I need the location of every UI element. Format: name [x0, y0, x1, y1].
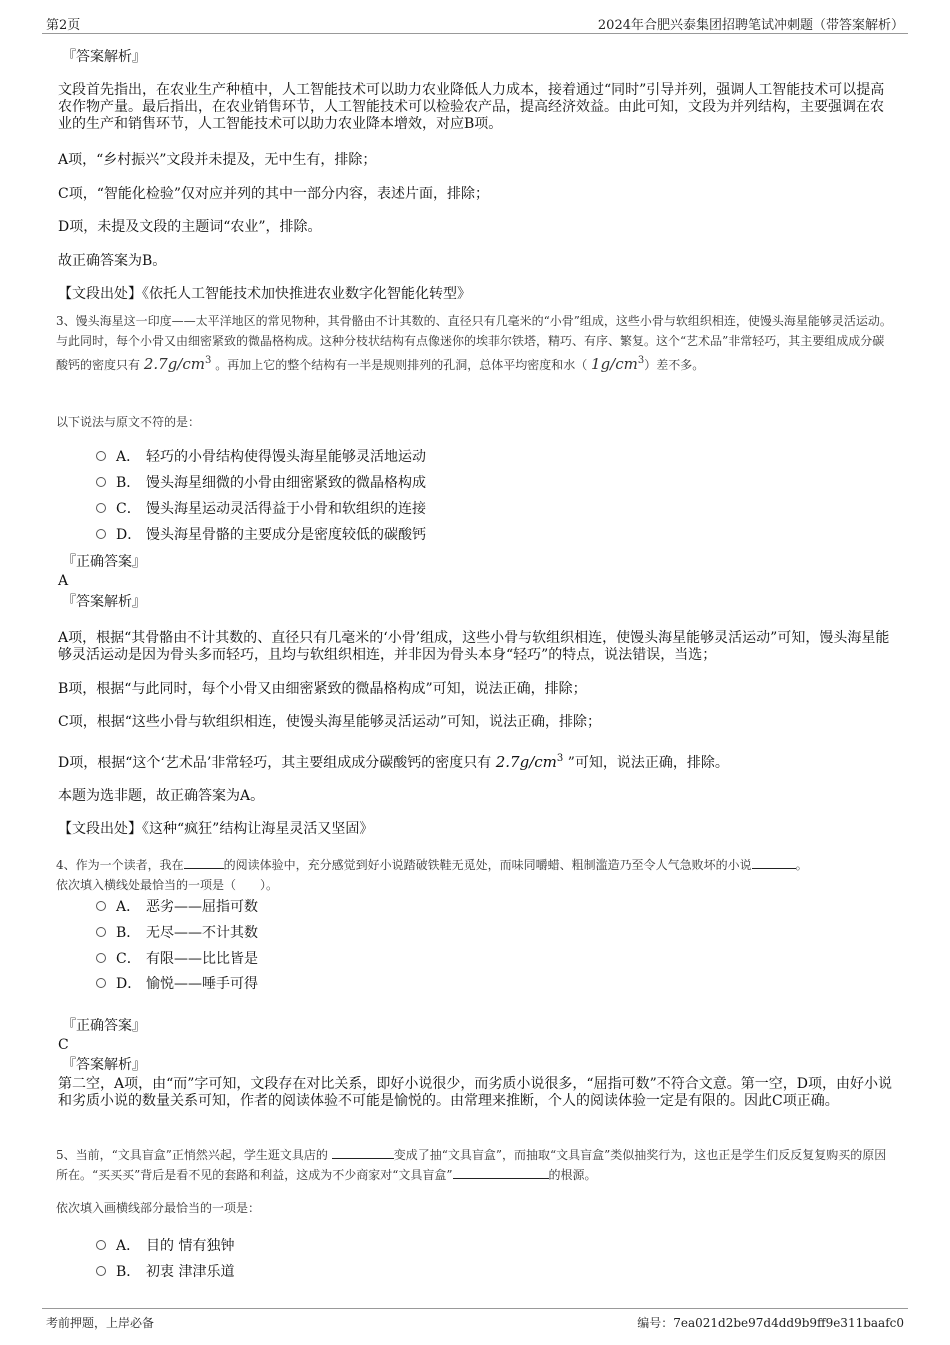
- fill-blank: [332, 1146, 394, 1159]
- analysis-item-c: C项，“智能化检验”仅对应并列的其中一部分内容，表述片面，排除；: [58, 186, 490, 202]
- radio-icon[interactable]: [96, 978, 106, 988]
- q5-option-a[interactable]: A． 目的 情有独钟: [96, 1237, 234, 1255]
- q3-option-a[interactable]: A． 轻巧的小骨结构使得馒头海星能够灵活地运动: [96, 448, 426, 466]
- radio-icon[interactable]: [96, 927, 106, 937]
- q4-option-a[interactable]: A． 恶劣——屈指可数: [96, 898, 258, 916]
- radio-icon[interactable]: [96, 953, 106, 963]
- fill-blank: [752, 856, 796, 869]
- q5-option-b[interactable]: B． 初衷 津津乐道: [96, 1263, 234, 1281]
- footer-divider: [42, 1308, 908, 1309]
- radio-icon[interactable]: [96, 529, 106, 539]
- document-id: 编号：7ea021d2be97d4dd9b9ff9e311baafc0: [637, 1316, 904, 1330]
- analysis-item-d: D项，未提及文段的主题词“农业”，排除。: [58, 219, 322, 235]
- analysis-label: 『答案解析』: [62, 49, 146, 65]
- radio-icon[interactable]: [96, 1266, 106, 1276]
- radio-icon[interactable]: [96, 451, 106, 461]
- fill-blank: [453, 1166, 549, 1179]
- density-formula: $2.7g/cm^3$: [143, 355, 212, 373]
- question-3-prompt: 以下说法与原文不符的是：: [56, 415, 201, 429]
- correct-answer: A: [58, 573, 69, 589]
- q4-option-c[interactable]: C． 有限——比比皆是: [96, 950, 258, 968]
- q4-option-b[interactable]: B． 无尽——不计其数: [96, 924, 258, 942]
- q3-analysis-a: A项，根据“其骨骼由不计其数的、直径只有几毫米的‘小骨’组成，这些小骨与软组织相连，使馒头海星能够灵活运动”可知，馒头海星能够灵活运动是因为骨头多而轻巧，且均与软组织相连，并非因为骨头本身“轻巧”的特点，说法错误，当选；: [58, 630, 890, 663]
- q3-option-d[interactable]: D． 馒头海星骨骼的主要成分是密度较低的碳酸钙: [96, 526, 426, 544]
- radio-icon[interactable]: [96, 1240, 106, 1250]
- header-divider: [42, 33, 908, 34]
- q3-conclusion: 本题为选非题，故正确答案为A。: [58, 788, 265, 804]
- q3-option-c[interactable]: C． 馒头海星运动灵活得益于小骨和软组织的连接: [96, 500, 426, 518]
- density-formula: $2.7g/cm^3$: [495, 753, 564, 771]
- answer-conclusion: 故正确答案为B。: [58, 253, 167, 269]
- q3-analysis-d: D项，根据“这个‘艺术品’非常轻巧，其主要组成成分碳酸钙的密度只有 $2.7g/cm^3$ ”可知，说法正确，排除。: [58, 753, 729, 771]
- correct-answer-label: 『正确答案』: [62, 1018, 146, 1034]
- question-5-stem: 5、当前，“文具盲盒”正悄然兴起，学生逛文具店的 变成了抽“文具盲盒”，而抽取“文具盲盒”类似抽奖行为，这也正是学生们反反复复购买的原因所在。“买买买”背后是看不见的套路和利益，这成为不少商家对“文具盲盒” 的根源。: [56, 1148, 887, 1182]
- radio-icon[interactable]: [96, 503, 106, 513]
- radio-icon[interactable]: [96, 901, 106, 911]
- fill-blank: [184, 856, 224, 869]
- page-number: 第2页: [46, 18, 81, 33]
- density-formula-water: $1g/cm^3$: [591, 355, 645, 373]
- q3-source-citation: 【文段出处】《这种“疯狂”结构让海星灵活又坚固》: [58, 821, 374, 837]
- correct-answer: C: [58, 1037, 69, 1053]
- source-citation: 【文段出处】《依托人工智能技术加快推进农业数字化智能化转型》: [58, 286, 471, 302]
- analysis-label: 『答案解析』: [62, 594, 146, 610]
- question-4-prompt: 依次填入横线处最恰当的一项是（ ）。: [56, 878, 279, 892]
- analysis-item-a: A项，“乡村振兴”文段并未提及，无中生有，排除；: [58, 152, 377, 168]
- q4-option-d[interactable]: D． 愉悦——唾手可得: [96, 975, 258, 993]
- question-5-prompt: 依次填入画横线部分最恰当的一项是：: [56, 1201, 261, 1215]
- document-title: 2024年合肥兴泰集团招聘笔试冲刺题（带答案解析）: [597, 18, 904, 33]
- analysis-label: 『答案解析』: [62, 1057, 146, 1073]
- analysis-paragraph: 文段首先指出，在农业生产种植中，人工智能技术可以助力农业降低人力成本，接着通过“同时”引导并列，强调人工智能技术可以提高农作物产量。最后指出，在农业销售环节，人工智能技术可以检验农产品，提高经济效益。由此可知，文段为并列结构，主要强调在农业的生产和销售环节，人工智能技术可以助力农业降本增效，对应B项。: [58, 82, 885, 132]
- footer-slogan: 考前押题，上岸必备: [46, 1316, 155, 1330]
- q3-analysis-b: B项，根据“与此同时，每个小骨又由细密紧致的微晶格构成”可知，说法正确，排除；: [58, 681, 587, 697]
- q3-option-b[interactable]: B． 馒头海星细微的小骨由细密紧致的微晶格构成: [96, 474, 426, 492]
- correct-answer-label: 『正确答案』: [62, 554, 146, 570]
- q3-analysis-c: C项，根据“这些小骨与软组织相连，使馒头海星能够灵活运动”可知，说法正确，排除；: [58, 714, 602, 730]
- question-3-stem: 3、馒头海星这一印度——太平洋地区的常见物种，其骨骼由不计其数的、直径只有几毫米的“小骨”组成，这些小骨与软组织相连，使馒头海星能够灵活运动。与此同时，每个小骨又由细密紧致的微晶格构成。这种分枝状结构有点像迷你的埃菲尔铁塔，精巧、有序、繁复。这个“艺术品”非常轻巧，其主要组成成分碳酸钙的密度只有 $2.7g/cm^3$ 。再加上它的整个结构有一半是规则排列的孔洞，总体平均密度和水（ $1g/cm^3$）差不多。: [56, 314, 892, 373]
- radio-icon[interactable]: [96, 477, 106, 487]
- q4-analysis: 第二空，A项，由“而”字可知，文段存在对比关系，即好小说很少，而劣质小说很多，“屈指可数”不符合文意。第一空，D项，由好小说和劣质小说的数量关系可知，作者的阅读体验不可能是愉悦的。由常理来推断，个人的阅读体验一定是有限的。因此C项正确。: [58, 1076, 892, 1109]
- question-4-stem: 4、作为一个读者，我在 的阅读体验中，充分感觉到好小说踏破铁鞋无觅处，而味同嚼蜡、粗制滥造乃至令人气急败坏的小说 。: [56, 858, 808, 872]
